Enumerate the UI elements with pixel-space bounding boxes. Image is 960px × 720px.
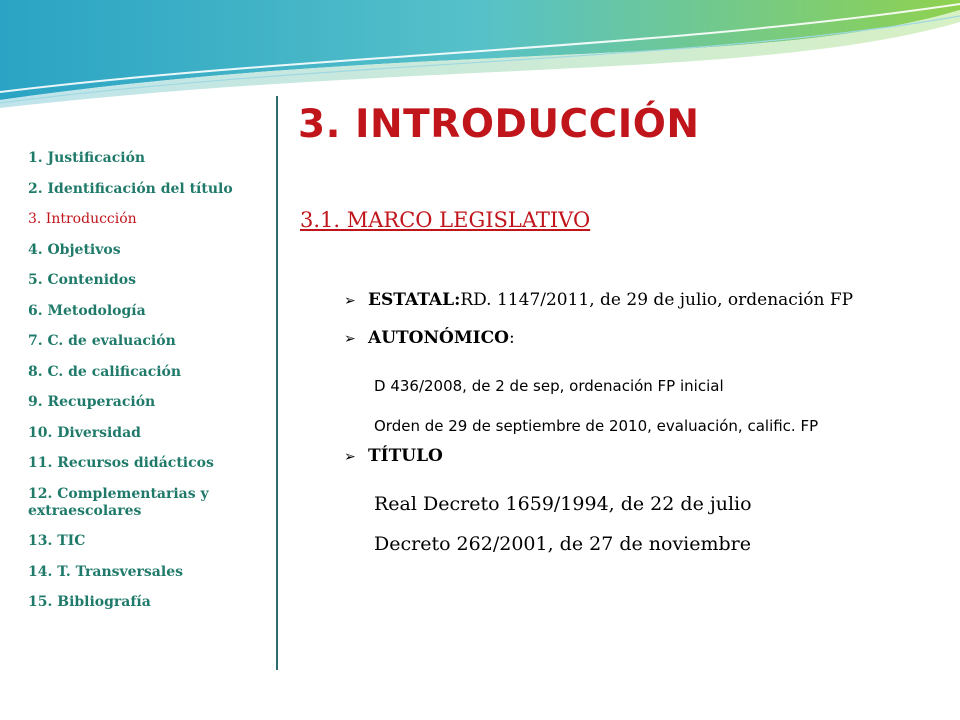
nav-item-tic[interactable]: 13. TIC — [28, 533, 86, 549]
autonomico-line: Orden de 29 de septiembre de 2010, evaluación, calific. FP — [374, 417, 819, 435]
nav-item-objetivos[interactable]: 4. Objetivos — [28, 241, 121, 258]
section-subtitle: 3.1. MARCO LEGISLATIVO — [300, 208, 591, 232]
nav-item-identificacion[interactable]: 2. Identificación del título — [28, 180, 233, 197]
bullet-titulo — [344, 446, 944, 484]
nav-item-diversidad[interactable]: 10. Diversidad — [28, 424, 141, 441]
nav-item-c-calificacion[interactable]: 8. C. de calificación — [28, 363, 182, 380]
arrow-bullet-icon: ➢ — [344, 293, 356, 309]
arrow-bullet-icon: ➢ — [344, 449, 356, 465]
nav-item-c-evaluacion[interactable]: 7. C. de evaluación — [28, 333, 176, 349]
bullet-estatal — [344, 290, 944, 328]
nav-item-contenidos[interactable]: 5. Contenidos — [28, 272, 137, 288]
titulo-label: TÍTULO — [368, 446, 443, 466]
sidebar-nav — [28, 150, 268, 625]
nav-item-recursos[interactable]: 11. Recursos didácticos — [28, 455, 214, 471]
slide-title: 3. INTRODUCCIÓN — [298, 102, 700, 147]
nav-item-recuperacion[interactable]: 9. Recuperación — [28, 394, 156, 410]
estatal-label: ESTATAL: — [368, 290, 461, 310]
autonomico-line: D 436/2008, de 2 de sep, ordenación FP inicial — [374, 377, 724, 395]
nav-item-bibliografia[interactable]: 15. Bibliografía — [28, 594, 151, 610]
nav-item-metodologia[interactable]: 6. Metodología — [28, 302, 146, 319]
titulo-line: Decreto 262/2001, de 27 de noviembre — [374, 533, 752, 555]
estatal-text: RD. 1147/2011, de 29 de julio, ordenación FP — [460, 290, 854, 310]
autonomico-label: AUTONÓMICO — [368, 328, 509, 348]
nav-item-transversales[interactable]: 14. T. Transversales — [28, 563, 183, 580]
arrow-bullet-icon: ➢ — [344, 331, 356, 347]
vertical-divider — [276, 96, 278, 670]
nav-item-introduccion[interactable]: 3. Introducción — [28, 211, 137, 227]
autonomico-colon: : — [508, 328, 515, 348]
bullet-autonomico — [344, 328, 944, 366]
header-swoosh-decoration — [0, 0, 960, 110]
content-area — [344, 290, 944, 564]
nav-item-complementarias[interactable]: 12. Complementarias y extraescolares — [28, 485, 209, 519]
nav-item-justificacion[interactable]: 1. Justificación — [28, 150, 146, 166]
titulo-line: Real Decreto 1659/1994, de 22 de julio — [374, 493, 752, 515]
